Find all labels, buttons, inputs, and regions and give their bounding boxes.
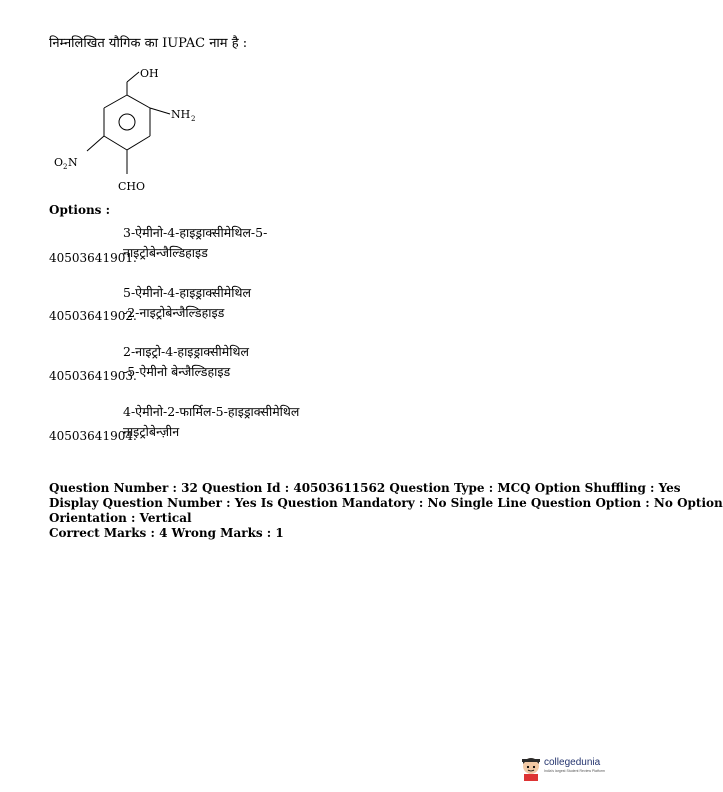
cho-label: CHO — [118, 180, 146, 193]
no2-n-label: N — [68, 156, 78, 169]
no2-o-label: O — [54, 156, 64, 169]
meta-line: Question Number : 32 Question Id : 40503611562 Question Type : MCQ Option Shuffling : Yes — [49, 481, 681, 495]
nh2-label: NH — [171, 108, 191, 121]
chemical-structure — [40, 62, 240, 202]
logo-brand: collegedunia — [544, 757, 601, 768]
meta-line: Orientation : Vertical — [49, 511, 192, 525]
collegedunia-logo — [520, 755, 610, 785]
oh-label: OH — [140, 67, 159, 80]
nh2-subscript: 2 — [191, 115, 196, 123]
option-text: 2-नाइट्रो-4-हाइड्राक्सीमेथिल -5-ऐमीनो बेन्जैल्डिहाइड — [123, 344, 249, 379]
option-id: 40503641903. — [49, 369, 137, 383]
mascot-icon — [520, 755, 542, 781]
option-text: 4-ऐमीनो-2-फार्मिल-5-हाइड्राक्सीमेथिल नाइट्रोबेन्ज़ीन — [123, 404, 300, 439]
option-id: 40503641904. — [49, 429, 137, 443]
meta-line: Display Question Number : Yes Is Question Mandatory : No Single Line Question Option : No Option — [49, 496, 723, 510]
options-label: Options : — [49, 203, 111, 217]
option-id: 40503641901. — [49, 251, 137, 265]
option-text: 3-ऐमीनो-4-हाइड्राक्सीमेथिल-5- नाइट्रोबेन्जैल्डिहाइड — [123, 225, 268, 260]
no2-subscript: 2 — [63, 163, 68, 171]
meta-line: Correct Marks : 4 Wrong Marks : 1 — [49, 526, 284, 540]
logo-tagline: India's largest Student Review Platform — [544, 769, 605, 773]
option-id: 40503641902. — [49, 309, 137, 323]
option-text: 5-ऐमीनो-4-हाइड्राक्सीमेथिल -2-नाइट्रोबेन्जैल्डिहाइड — [123, 285, 251, 320]
question-prompt: निम्नलिखित यौगिक का IUPAC नाम है : — [49, 36, 248, 51]
question-metadata — [49, 481, 723, 541]
